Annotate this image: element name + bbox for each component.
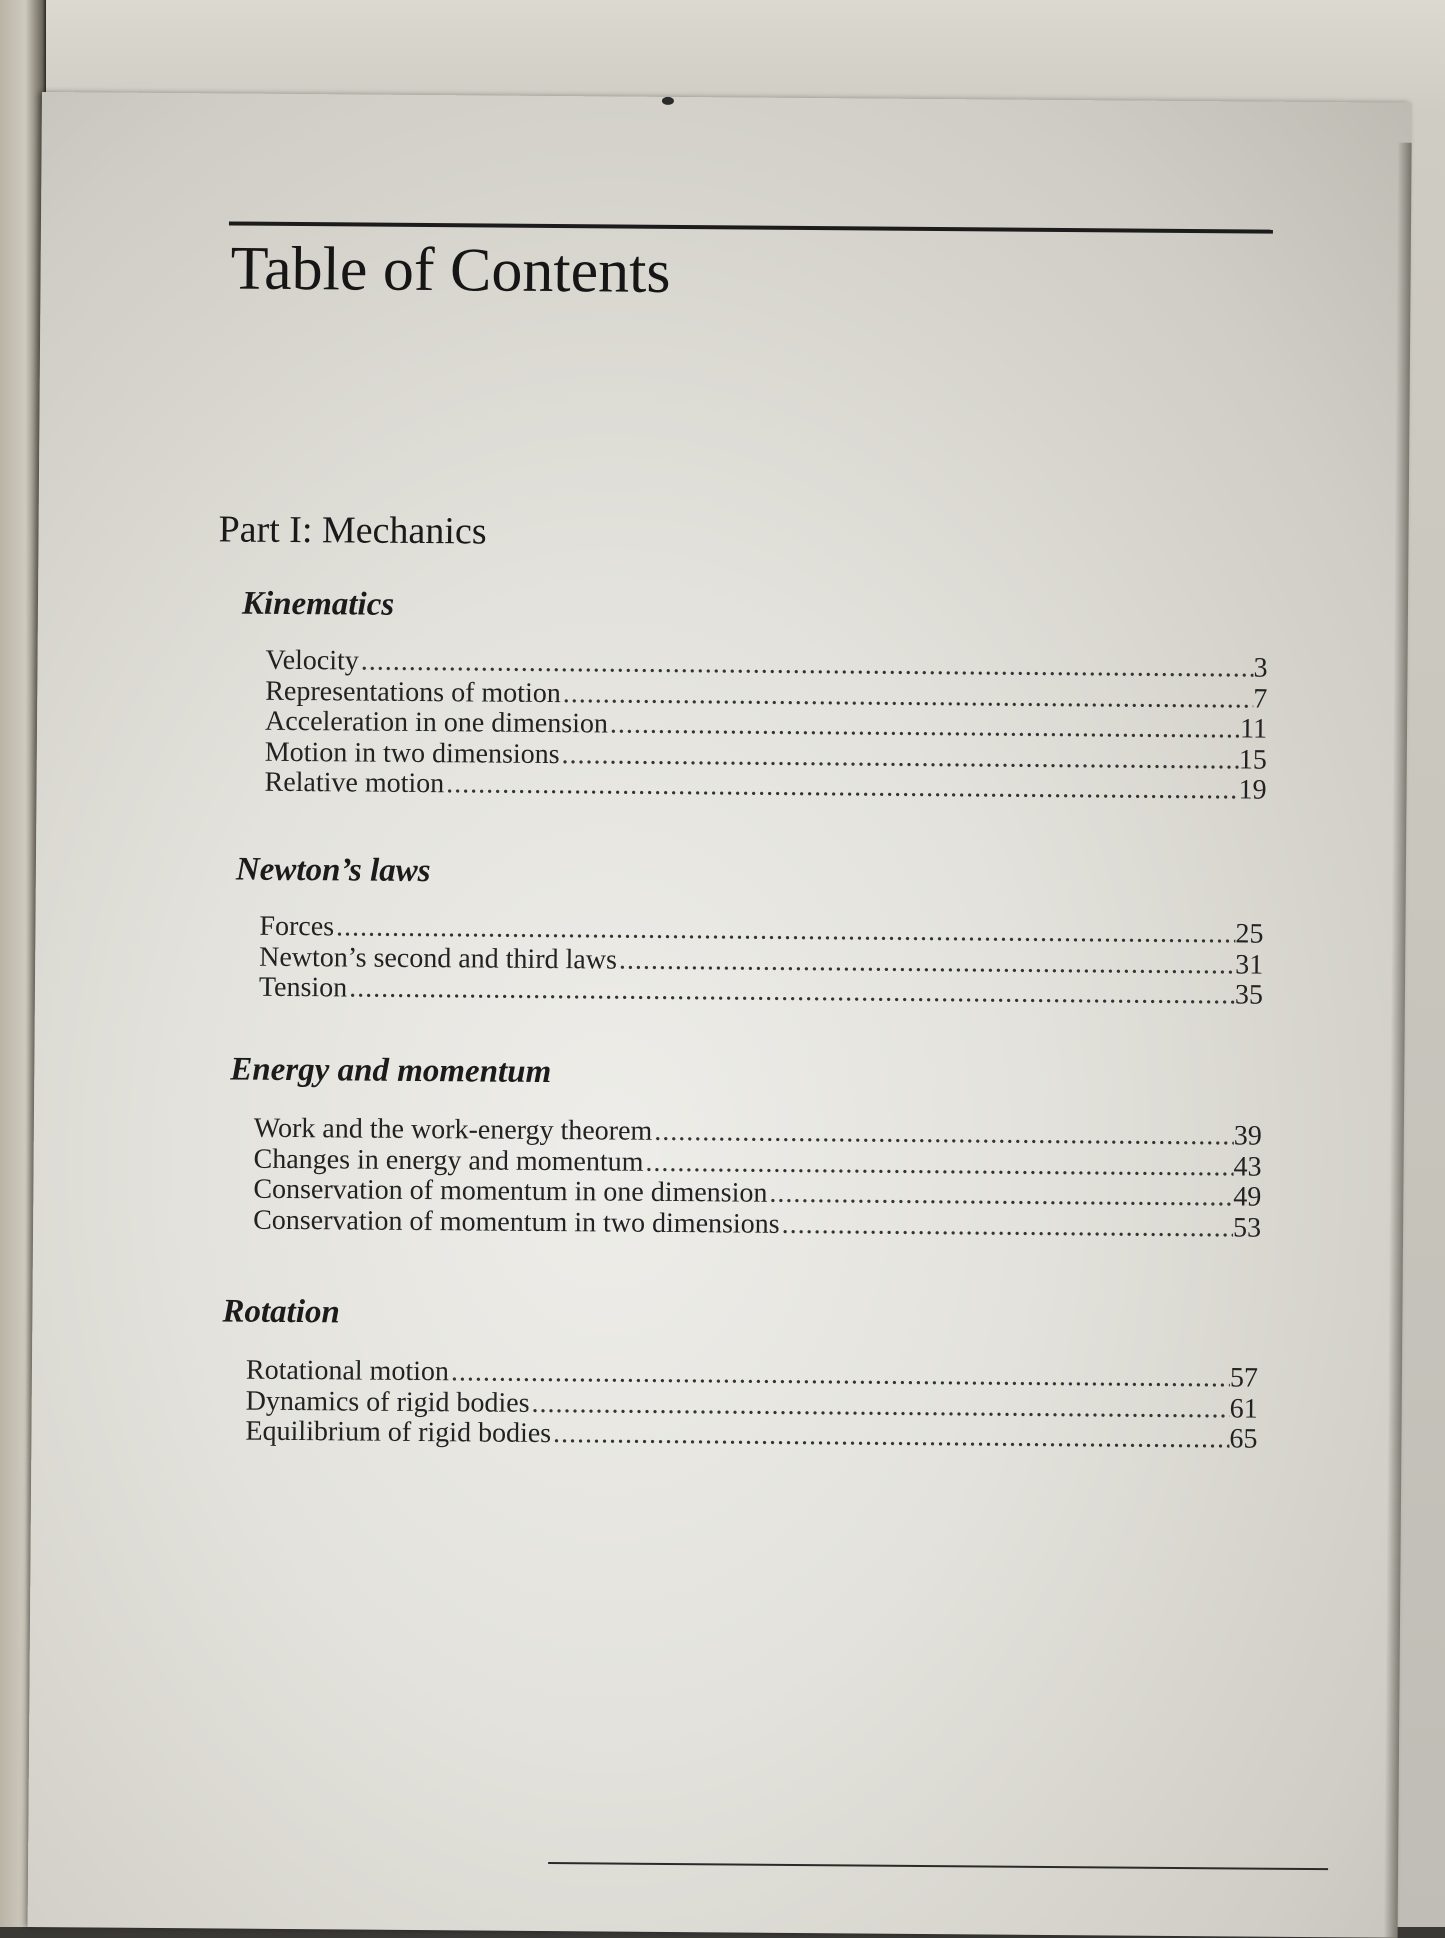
dot-leader xyxy=(780,1209,1234,1243)
ink-smudge xyxy=(662,97,674,105)
entry-label: Equilibrium of rigid bodies xyxy=(245,1415,552,1450)
entry-page-number: 31 xyxy=(1235,948,1264,981)
top-rule xyxy=(229,221,1273,233)
entry-page-number: 19 xyxy=(1238,774,1267,806)
dot-leader xyxy=(617,945,1236,980)
entry-label: Representations of motion xyxy=(265,675,561,709)
page-title: Table of Contents xyxy=(230,234,671,306)
entry-label: Tension xyxy=(258,971,348,1004)
section-heading-rotation: Rotation xyxy=(222,1293,340,1331)
toc-entry[interactable] xyxy=(245,1417,1257,1455)
part-heading: Part I: Mechanics xyxy=(218,508,487,553)
dot-leader xyxy=(608,709,1240,744)
entry-label: Changes in energy and momentum xyxy=(253,1143,644,1178)
section-heading-kinematics: Kinematics xyxy=(241,585,395,623)
entry-page-number: 43 xyxy=(1233,1150,1262,1183)
entry-page-number: 39 xyxy=(1233,1120,1262,1152)
entry-label: Acceleration in one dimension xyxy=(264,705,609,740)
entry-label: Newton’s second and third laws xyxy=(259,941,618,976)
entry-label: Relative motion xyxy=(264,766,445,800)
entry-label: Dynamics of rigid bodies xyxy=(245,1385,530,1419)
entry-label: Conservation of momentum in two dimensions xyxy=(253,1204,780,1240)
entry-page-number: 25 xyxy=(1235,918,1264,950)
section-entries-energy-momentum xyxy=(253,1114,1262,1244)
section-heading-newtons-laws: Newton’s laws xyxy=(235,851,431,890)
section-entries-kinematics xyxy=(264,646,1267,806)
entry-label: Conservation of momentum in one dimension xyxy=(253,1173,768,1209)
entry-label: Rotational motion xyxy=(245,1354,450,1388)
section-entries-rotation xyxy=(245,1356,1258,1455)
section-entries-newtons-laws xyxy=(259,912,1264,1011)
toc-entry[interactable] xyxy=(264,768,1266,806)
entry-page-number: 3 xyxy=(1253,652,1268,684)
entry-label: Forces xyxy=(259,910,335,943)
entry-page-number: 57 xyxy=(1229,1362,1259,1394)
entry-page-number: 65 xyxy=(1229,1423,1258,1455)
section-heading-energy-momentum: Energy and momentum xyxy=(230,1051,552,1091)
entry-label: Work and the work-energy theorem xyxy=(253,1112,653,1147)
entry-page-number: 61 xyxy=(1229,1392,1258,1425)
toc-entry[interactable] xyxy=(259,973,1263,1011)
dot-leader xyxy=(551,1419,1230,1455)
entry-page-number: 35 xyxy=(1234,979,1264,1011)
entry-page-number: 53 xyxy=(1232,1211,1262,1244)
entry-page-number: 7 xyxy=(1253,683,1268,715)
dot-leader xyxy=(444,769,1239,806)
entry-page-number: 15 xyxy=(1238,743,1267,776)
entry-page-number: 49 xyxy=(1233,1181,1262,1213)
entry-label: Motion in two dimensions xyxy=(264,736,560,770)
bottom-rule xyxy=(548,1862,1328,1870)
dot-leader xyxy=(652,1117,1234,1152)
dot-leader xyxy=(767,1179,1233,1213)
toc-entry[interactable] xyxy=(253,1205,1261,1243)
book-page xyxy=(28,92,1412,1938)
dot-leader xyxy=(347,973,1235,1010)
entry-label: Velocity xyxy=(265,644,359,677)
entry-page-number: 11 xyxy=(1239,713,1268,745)
